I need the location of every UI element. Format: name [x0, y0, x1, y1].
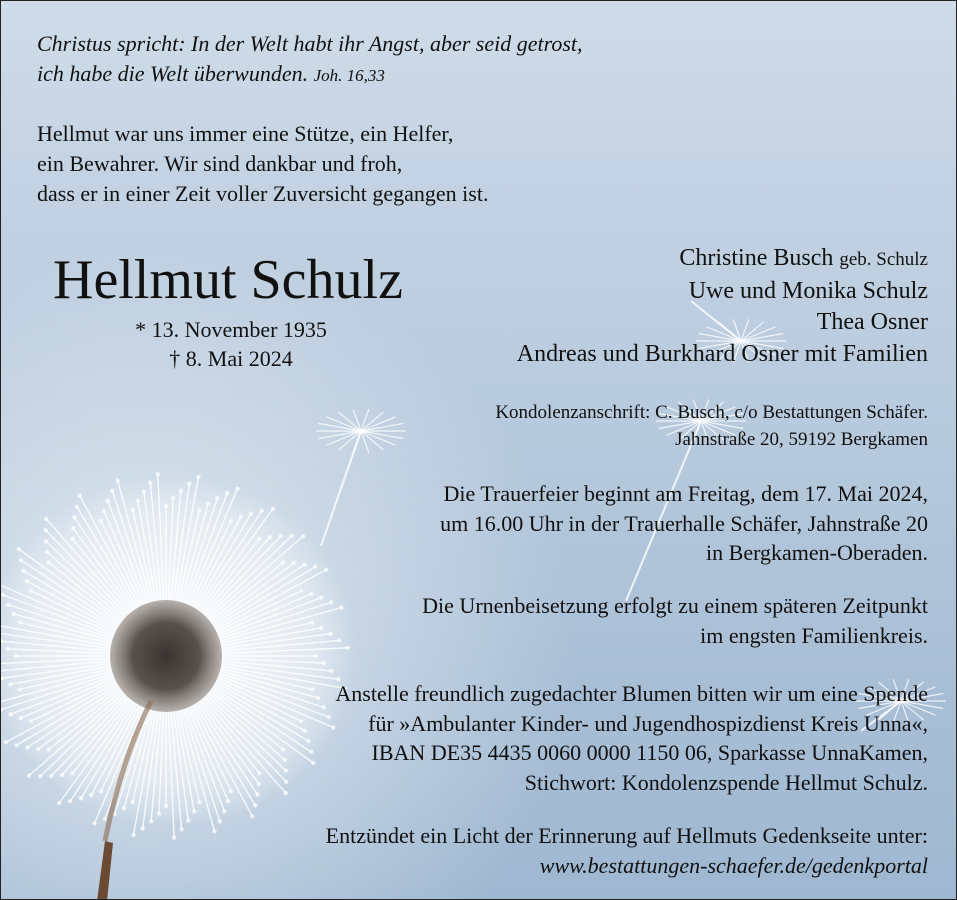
bible-verse-line-2: ich habe die Welt überwunden. Joh. 16,33 [37, 61, 385, 86]
death-date: † 8. Mai 2024 [169, 346, 293, 371]
info-line: IBAN DE35 4435 0060 0000 1150 06, Sparkasse UnnaKamen, [371, 740, 928, 765]
info-line: um 16.00 Uhr in der Trauerhalle Schäfer, Jahnstraße 20 [440, 510, 928, 536]
info-line: für »Ambulanter Kinder- und Jugendhospizdienst Kreis Unna«, [368, 710, 928, 736]
tribute-line: ein Bewahrer. Wir sind dankbar und froh, [37, 151, 403, 176]
info-line: Stichwort: Kondolenzspende Hellmut Schulz. [524, 769, 928, 795]
bible-verse-reference: Joh. 16,33 [313, 66, 385, 85]
address-line: Jahnstraße 20, 59192 Bergkamen [675, 429, 928, 450]
tribute-line: Hellmut war uns immer eine Stütze, ein Helfer, [37, 121, 454, 146]
info-line: Die Trauerfeier beginnt am Freitag, dem 17. Mai 2024, [443, 481, 928, 506]
condolence-address [495, 399, 928, 453]
info-line: Anstelle freundlich zugedachter Blumen bitten wir um eine Spende [335, 681, 928, 706]
info-line: im engsten Familienkreis. [700, 622, 928, 648]
memorial-url: www.bestattungen-schaefer.de/gedenkportal [539, 852, 928, 878]
address-line: Kondolenzanschrift: C. Busch, c/o Bestattungen Schäfer. [495, 402, 928, 423]
donation-request [335, 679, 928, 797]
bible-verse-line-1: Christus spricht: In der Welt habt ihr Angst, aber seid getrost, [37, 31, 583, 56]
tribute-line: dass er in einer Zeit voller Zuversicht gegangen ist. [37, 181, 489, 206]
deceased-name: Hellmut Schulz [53, 249, 403, 311]
bible-verse [37, 29, 583, 91]
mourner-entry: Christine Busch geb. Schulz [679, 245, 928, 271]
birth-date: * 13. November 1935 [135, 317, 327, 342]
tribute-text [37, 119, 488, 209]
memorial-text: Entzündet ein Licht der Erinnerung auf Hellmuts Gedenkseite unter: [325, 823, 928, 848]
mourner-note: geb. Schulz [839, 249, 928, 270]
mourner-entry: Thea Osner [816, 309, 928, 335]
mourner-entry: Uwe und Monika Schulz [688, 277, 928, 304]
mourner-entry: Andreas und Burkhard Osner mit Familien [516, 340, 928, 367]
info-line: Die Urnenbeisetzung erfolgt zu einem späteren Zeitpunkt [422, 593, 928, 618]
info-line: in Bergkamen-Oberaden. [706, 540, 928, 565]
life-dates [101, 315, 361, 373]
funeral-service-info [440, 479, 928, 568]
urn-burial-info [422, 591, 928, 650]
mourners-list [517, 243, 928, 370]
memorial-page-info [326, 821, 928, 880]
